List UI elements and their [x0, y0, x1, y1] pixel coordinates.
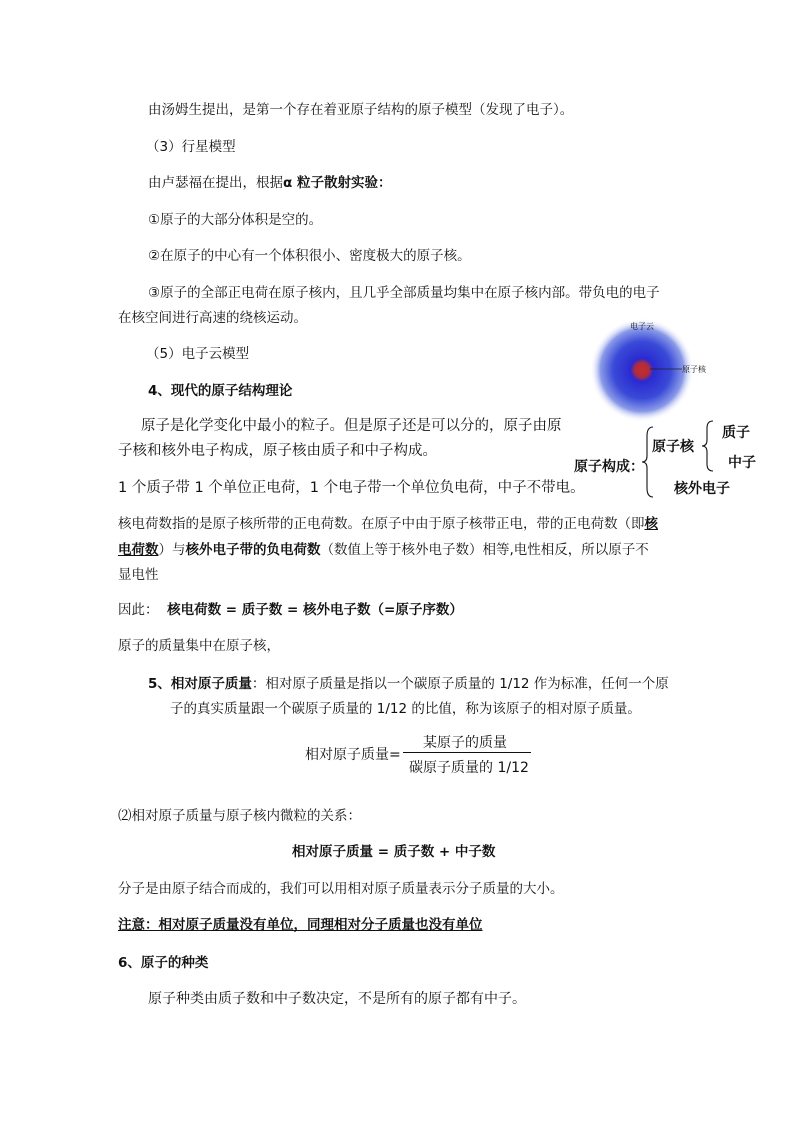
- list-item-3: ③原子的全部正电荷在原子核内，且几乎全部质量均集中在原子核内部。带负电的电子: [148, 285, 660, 301]
- formula-denominator: 碳原子质量的 1/12: [409, 760, 529, 776]
- list-item-3-cont: 在核空间进行高速的绕核运动。: [118, 310, 307, 326]
- paragraph-atom-structure-2: 子核和核外电子构成，原子核由质子和中子构成。: [118, 443, 437, 459]
- label-nucleus: 原子核: [682, 365, 706, 374]
- paragraph-therefore: [118, 598, 463, 618]
- section-relative-mass-cont: 子的真实质量跟一个碳原子质量的 1/12 的比值，称为该原子的相对原子质量。: [170, 701, 641, 717]
- paragraph-nuclear-charge-2: [118, 538, 649, 558]
- tree-electron: 核外电子: [674, 481, 730, 497]
- heading-atom-types: 6、原子的种类: [118, 955, 209, 971]
- therefore-equation: 核电荷数 = 质子数 = 核外电子数（=原子序数）: [167, 602, 463, 618]
- paragraph-mass: 原子的质量集中在原子核，: [118, 638, 280, 654]
- tree-proton: 质子: [722, 425, 750, 441]
- paragraph-thomson: 由汤姆生提出，是第一个存在着亚原子结构的原子模型（发现了电子）。: [148, 102, 574, 118]
- label-electron-cloud: 电子云: [630, 322, 654, 331]
- paragraph-nuclear-charge-1: [118, 512, 658, 532]
- note: 注意：相对原子质量没有单位，同理相对分子质量也没有单位: [118, 917, 483, 933]
- nuclear-charge-term-a: 核: [644, 516, 658, 532]
- section-5-title: 5、相对原子质量: [148, 676, 252, 692]
- formula-relative-mass: [305, 730, 535, 778]
- paragraph-rutherford: [148, 171, 391, 191]
- paragraph-nuclear-charge-3: 显电性: [118, 567, 159, 583]
- section-5-text: ：相对原子质量是指以一个碳原子质量的 1/12 作为标准，任何一个原: [251, 676, 669, 692]
- section-relative-mass: [148, 672, 669, 692]
- paragraph-molecule: 分子是由原子结合而成的，我们可以用相对原子质量表示分子质量的大小。: [118, 881, 564, 897]
- heading-modern-theory: 4、现代的原子结构理论: [148, 383, 293, 399]
- electron-cloud-figure: [580, 316, 710, 422]
- electron-charge-term: 核外电子带的负电荷数: [185, 542, 321, 558]
- relation-title: ⑵相对原子质量与原子核内微粒的关系：: [118, 808, 361, 824]
- fraction-bar: [403, 752, 531, 753]
- tree-root: 原子构成：: [574, 459, 644, 475]
- rutherford-colon: ：: [377, 175, 392, 191]
- therefore-label: 因此：: [118, 602, 159, 618]
- formula-lhs: 相对原子质量=: [305, 747, 401, 763]
- heading-planet-model: （3）行星模型: [146, 139, 236, 155]
- tree-neutron: 中子: [728, 455, 756, 471]
- paragraph-charges: 1 个质子带 1 个单位正电荷，1 个电子带一个单位负电荷，中子不带电。: [118, 480, 585, 496]
- rutherford-text: 由卢瑟福在提出，根据: [148, 175, 283, 191]
- list-item-2: ②在原子的中心有一个体积很小、密度极大的原子核。: [148, 248, 471, 264]
- tree-brace-small: [702, 420, 714, 472]
- tree-nucleus: 原子核: [652, 439, 694, 455]
- heading-electron-cloud: （5）电子云模型: [146, 346, 250, 362]
- list-item-1: ①原子的大部分体积是空的。: [148, 212, 323, 228]
- nuclear-charge-and: ）与: [158, 542, 186, 558]
- nuclear-charge-term-b: 电荷数: [118, 542, 159, 558]
- formula-numerator: 某原子的质量: [423, 735, 507, 751]
- nuclear-charge-rest: （数值上等于核外电子数）相等,电性相反，所以原子不: [320, 542, 649, 558]
- alpha-experiment: α 粒子散射实验: [283, 175, 378, 191]
- atom-composition-tree: [570, 418, 770, 500]
- nuclear-charge-text: 核电荷数指的是原子核所带的正电荷数。在原子中由于原子核带正电，带的正电荷数（即: [118, 516, 645, 532]
- paragraph-atom-structure-1: 原子是化学变化中最小的粒子。但是原子还是可以分的，原子由原: [141, 418, 562, 434]
- paragraph-atom-types: 原子种类由质子数和中子数决定，不是所有的原子都有中子。: [148, 991, 526, 1007]
- relation-equation: 相对原子质量 = 质子数 + 中子数: [292, 844, 496, 860]
